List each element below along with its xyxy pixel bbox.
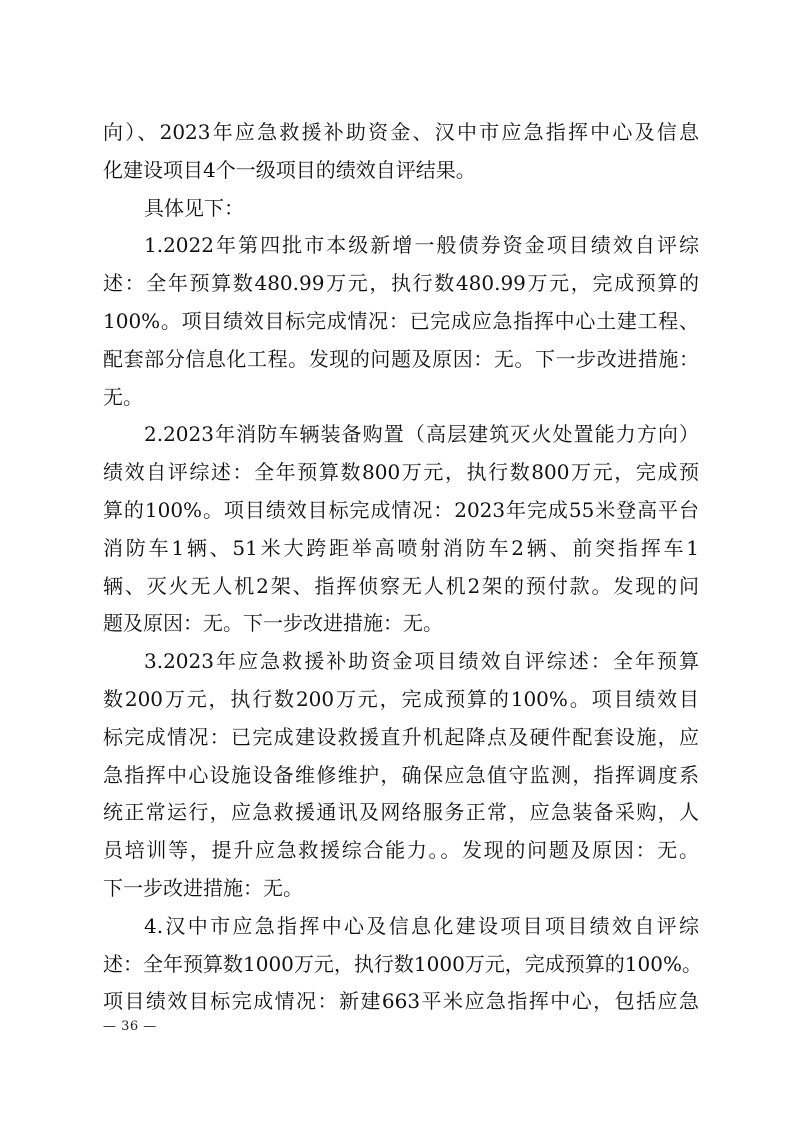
- text-line-3: 具体见下：: [144, 195, 244, 220]
- page-number: — 36 —: [103, 1019, 157, 1034]
- text-line-5: 述：全年预算数480.99万元，执行数480.99万元，完成预算的: [103, 271, 699, 296]
- text-line-21: 下一步改进措施：无。: [103, 875, 303, 900]
- text-line-23: 述：全年预算数1000万元，执行数1000万元，完成预算的100%。: [103, 951, 702, 976]
- text-line-8: 无。: [103, 384, 143, 409]
- text-line-15: 3.2023年应急救援补助资金项目绩效自评综述：全年预算: [144, 649, 699, 674]
- text-line-17: 标完成情况：已完成建设救援直升机起降点及硬件配套设施，应: [103, 724, 699, 749]
- text-line-18: 急指挥中心设施设备维修维护，确保应急值守监测，指挥调度系: [103, 762, 699, 787]
- text-line-6: 100%。项目绩效目标完成情况：已完成应急指挥中心土建工程、: [103, 308, 699, 333]
- text-line-20: 员培训等，提升应急救援综合能力。。发现的问题及原因：无。: [103, 838, 699, 863]
- text-line-4: 1.2022年第四批市本级新增一般债券资金项目绩效自评综: [144, 233, 699, 258]
- text-line-13: 辆、灭火无人机2架、指挥侦察无人机2架的预付款。发现的问: [103, 573, 699, 598]
- text-line-1: 向）、2023年应急救援补助资金、汉中市应急指挥中心及信息: [103, 120, 699, 144]
- document-body: [103, 114, 702, 1021]
- text-line-12: 消防车1辆、51米大跨距举高喷射消防车2辆、前突指挥车1: [103, 535, 699, 560]
- text-line-19: 统正常运行，应急救援通讯及网络服务正常，应急装备采购，人: [103, 800, 699, 825]
- text-line-2: 化建设项目4个一级项目的绩效自评结果。: [103, 157, 476, 182]
- text-line-16: 数200万元，执行数200万元，完成预算的100%。项目绩效目: [103, 686, 699, 711]
- text-line-11: 算的100%。项目绩效目标完成情况：2023年完成55米登高平台: [103, 497, 699, 522]
- text-line-22: 4.汉中市应急指挥中心及信息化建设项目项目绩效自评综: [144, 913, 699, 938]
- text-line-9: 2.2023年消防车辆装备购置（高层建筑灭火处置能力方向）: [144, 422, 699, 447]
- text-line-7: 配套部分信息化工程。发现的问题及原因：无。下一步改进措施：: [103, 346, 699, 371]
- text-line-14: 题及原因：无。下一步改进措施：无。: [103, 611, 443, 636]
- text-line-10: 绩效自评综述：全年预算数800万元，执行数800万元，完成预: [103, 460, 699, 485]
- text-line-24: 项目绩效目标完成情况：新建663平米应急指挥中心，包括应急: [103, 989, 699, 1014]
